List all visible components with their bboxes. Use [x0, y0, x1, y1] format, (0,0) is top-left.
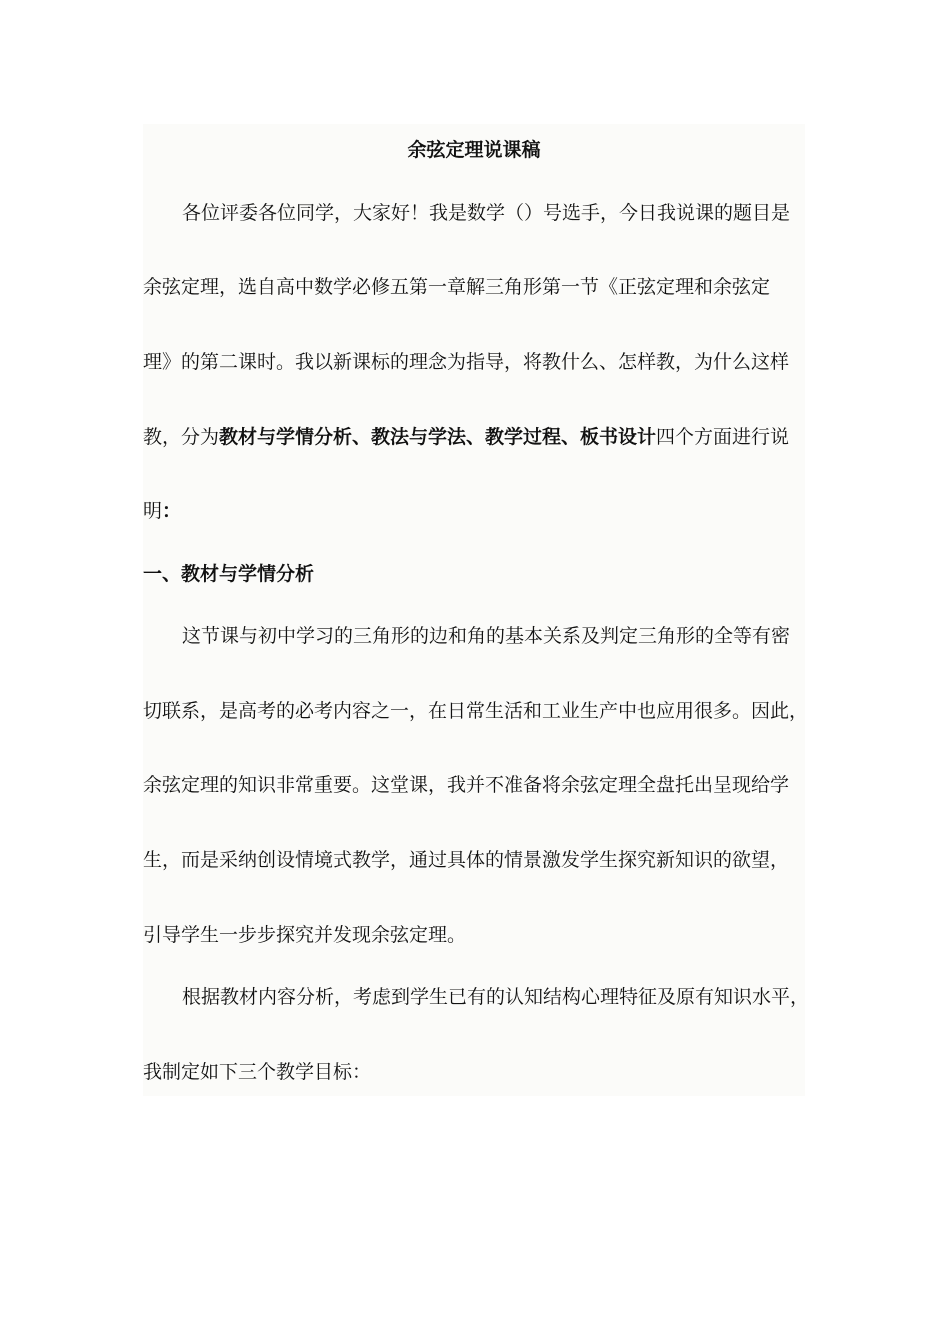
title-main: 余弦定理 [407, 139, 484, 161]
para1-line4-bold: 教材与学情分析、教法与学法、教学过程、板书设计 [219, 426, 657, 448]
para2-line3: 余弦定理的知识非常重要。这堂课，我并不准备将余弦定理全盘托出呈现给学 [143, 774, 790, 796]
para1-line1: 各位评委各位同学，大家好！我是数学（）号选手，今日我说课的题目是 [182, 202, 791, 224]
para3-line2: 我制定如下三个教学目标： [143, 1061, 372, 1083]
para2-line2: 切联系，是高考的必考内容之一，在日常生活和工业生产中也应用很多。因此， [143, 700, 809, 722]
para1-line2: 余弦定理，选自高中数学必修五第一章解三角形第一节《正弦定理和余弦定 [143, 276, 771, 298]
para2-line1: 这节课与初中学习的三角形的边和角的基本关系及判定三角形的全等有密 [182, 625, 791, 647]
para2-line5: 引导学生一步步探究并发现余弦定理。 [143, 924, 467, 946]
para1-line4-post: 四个方面进行说 [656, 426, 790, 448]
title-sub: 说课稿 [483, 139, 541, 161]
para1-line4 [143, 425, 789, 449]
para1-line5 [143, 499, 181, 523]
document-title [143, 138, 805, 162]
para1-line5-pre: 明 [143, 500, 163, 522]
para1-line5-bold: ： [162, 500, 182, 522]
section1-heading: 一、教材与学情分析 [143, 563, 315, 585]
para2-line4: 生，而是采纳创设情境式教学，通过具体的情景激发学生探究新知识的欲望， [143, 849, 790, 871]
para1-line3: 理》的第二课时。我以新课标的理念为指导，将教什么、怎样教，为什么这样 [143, 351, 790, 373]
document-page [143, 124, 805, 1096]
para3-line1: 根据教材内容分析，考虑到学生已有的认知结构心理特征及原有知识水平， [182, 986, 810, 1008]
para1-line4-pre: 教，分为 [143, 426, 220, 448]
